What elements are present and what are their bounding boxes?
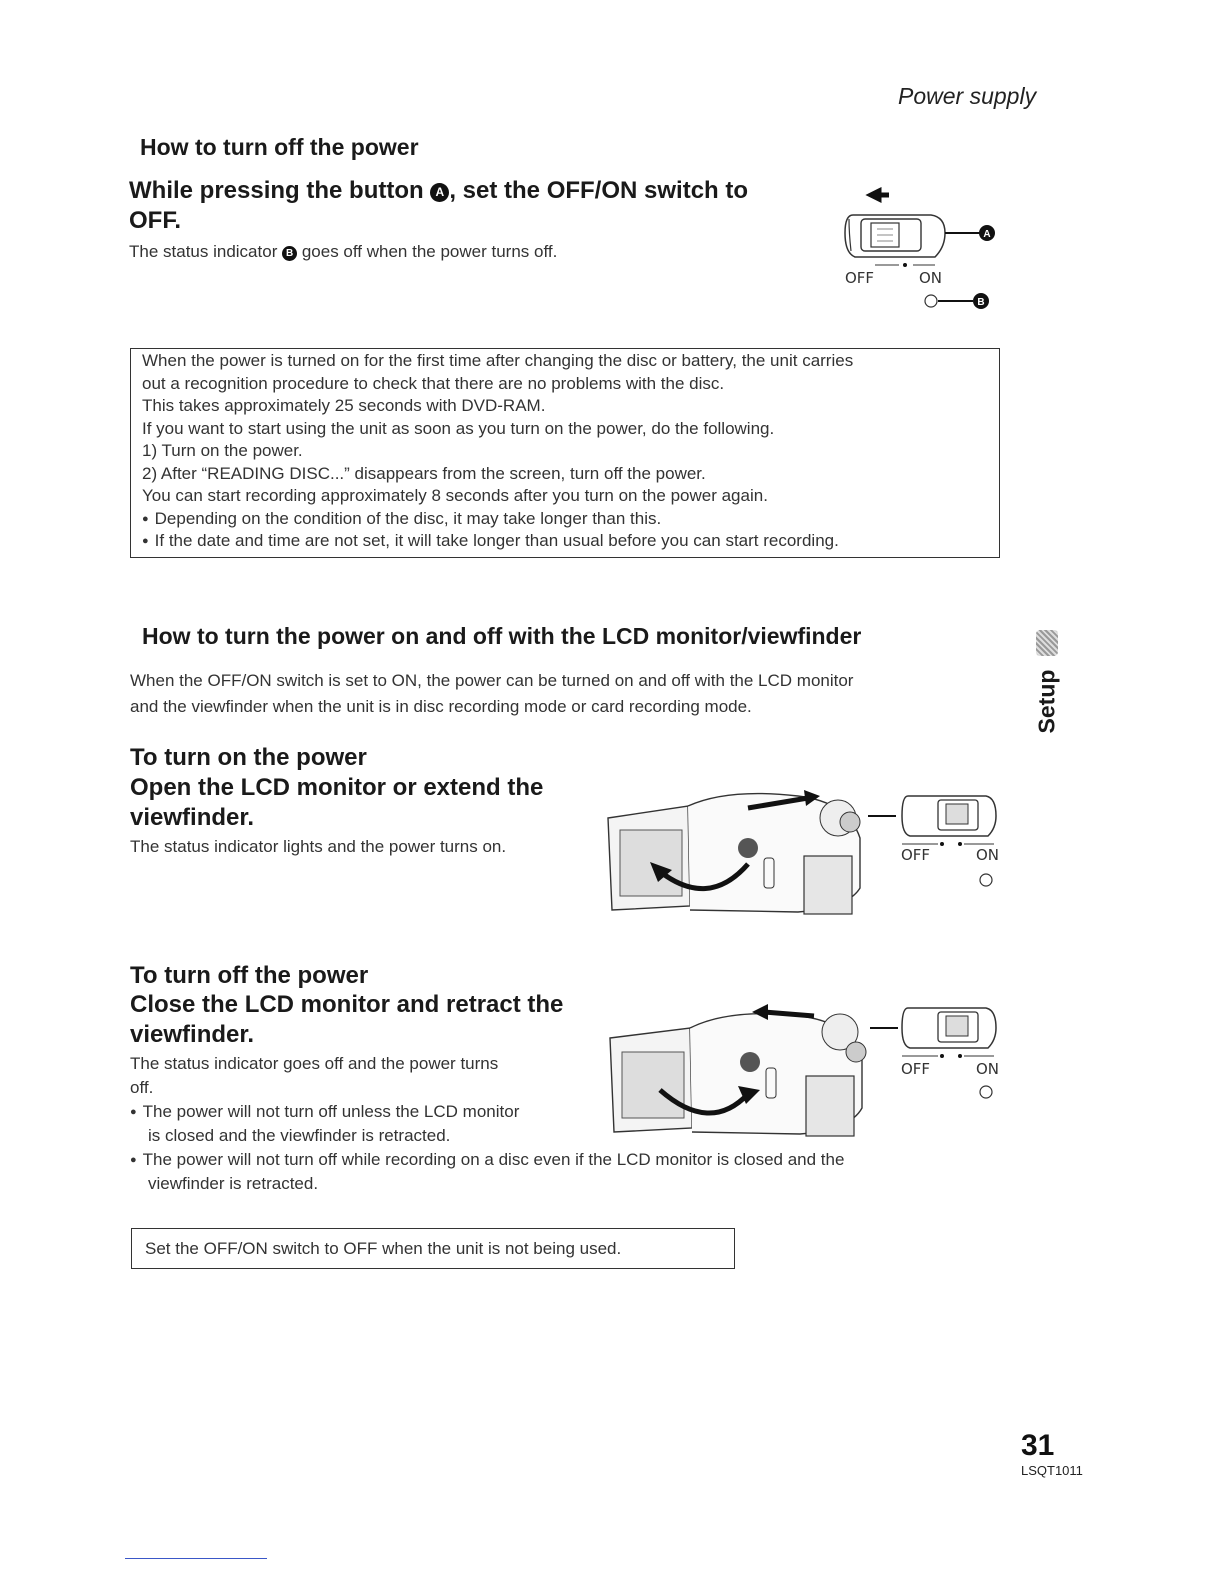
turn-off-step-line: viewfinder. [130, 1021, 255, 1048]
intro-line: When the OFF/ON switch is set to ON, the power can be turned on and off with the LCD monitor [130, 671, 854, 690]
note-bullet-text: Depending on the condition of the disc, it may take longer than this. [154, 508, 662, 528]
switch-label-off: OFF [845, 269, 875, 287]
model-code: LSQT1011 [1021, 1463, 1083, 1478]
turn-on-step-line: Open the LCD monitor or extend the [130, 774, 544, 801]
switch-diagram-on [898, 788, 1008, 898]
turn-off-bullet [130, 1148, 844, 1172]
step-instruction [129, 176, 819, 236]
page-header-title: Power supply [898, 83, 1037, 109]
intro-line: and the viewfinder when the unit is in disc recording mode or card recording mode. [130, 697, 752, 716]
note-line: If you want to start using the unit as soon as you turn on the power, do the following. [142, 418, 775, 438]
tip-box [131, 1228, 735, 1269]
section2-intro [130, 668, 853, 720]
note-line: out a recognition procedure to check that there are no problems with the disc. [142, 373, 725, 393]
note-line: You can start recording approximately 8 seconds after you turn on the power again. [142, 486, 768, 505]
turn-off-bullet-cont: is closed and the viewfinder is retracted. [148, 1126, 451, 1145]
tip-text: Set the OFF/ON switch to OFF when the unit is not being used. [145, 1239, 622, 1258]
note-line: When the power is turned on for the first time after changing the disc or battery, the unit carries [142, 351, 854, 370]
turn-on-step [130, 773, 543, 833]
note-bullet [142, 530, 999, 553]
camcorder-illustration-closed [600, 998, 900, 1143]
switch-label-off: OFF [901, 846, 931, 864]
step-text-post2: OFF. [129, 207, 181, 234]
turn-off-desc-line: off. [130, 1078, 154, 1097]
step-text-pre: While pressing the button [129, 177, 424, 204]
note-bullet-text: If the date and time are not set, it will take longer than usual before you can start recording. [154, 531, 839, 550]
turn-off-bullet-cont: viewfinder is retracted. [148, 1174, 319, 1193]
turn-off-step-line: Close the LCD monitor and retract the [130, 991, 564, 1018]
note-box [130, 348, 1000, 558]
switch-label-on: ON [919, 269, 943, 287]
marker-b: B [282, 246, 297, 261]
note-line: 2) After “READING DISC...” disappears from the screen, turn off the power. [142, 463, 706, 483]
section-heading-lcd-viewfinder: How to turn the power on and off with the LCD monitor/viewfinder [142, 623, 862, 649]
switch-label-off: OFF [901, 1060, 931, 1078]
bullet-text: The power will not turn off while recording on a disc even if the LCD monitor is closed and the [142, 1150, 845, 1169]
switch-diagram-off [898, 1000, 1008, 1110]
turn-on-step-line: viewfinder. [130, 804, 255, 831]
turn-off-step [130, 990, 563, 1050]
turn-off-desc-line: The status indicator goes off and the power turns [130, 1054, 499, 1073]
note-line: This takes approximately 25 seconds with DVD-RAM. [142, 396, 546, 415]
side-tab [1028, 630, 1068, 750]
turn-on-desc: The status indicator lights and the power turns on. [130, 837, 507, 856]
marker-a: A [430, 183, 449, 202]
offon-switch-diagram [835, 185, 1005, 315]
status-description [129, 240, 557, 263]
step-text-post: , set the OFF/ON switch to [449, 177, 749, 204]
desc-pre: The status indicator [129, 242, 278, 261]
svg-text:A: A [983, 229, 991, 240]
section-heading-turn-off: How to turn off the power [140, 134, 419, 160]
turn-on-heading: To turn on the power [130, 744, 367, 771]
switch-illustration [835, 185, 1005, 315]
side-tab-marker [1036, 630, 1058, 656]
note-bullet [142, 508, 999, 531]
switch-label-on: ON [976, 846, 1000, 864]
page-number: 31 [1021, 1429, 1055, 1462]
bullet-text: The power will not turn off unless the LCD monitor [142, 1102, 520, 1121]
footer-rule [125, 1558, 267, 1559]
svg-text:B: B [977, 297, 985, 308]
camcorder-illustration-open [598, 778, 898, 918]
side-tab-label: Setup [1033, 669, 1060, 734]
switch-label-on: ON [976, 1060, 1000, 1078]
desc-post: goes off when the power turns off. [301, 242, 558, 261]
note-line: 1) Turn on the power. [142, 441, 303, 460]
turn-off-heading: To turn off the power [130, 962, 369, 989]
